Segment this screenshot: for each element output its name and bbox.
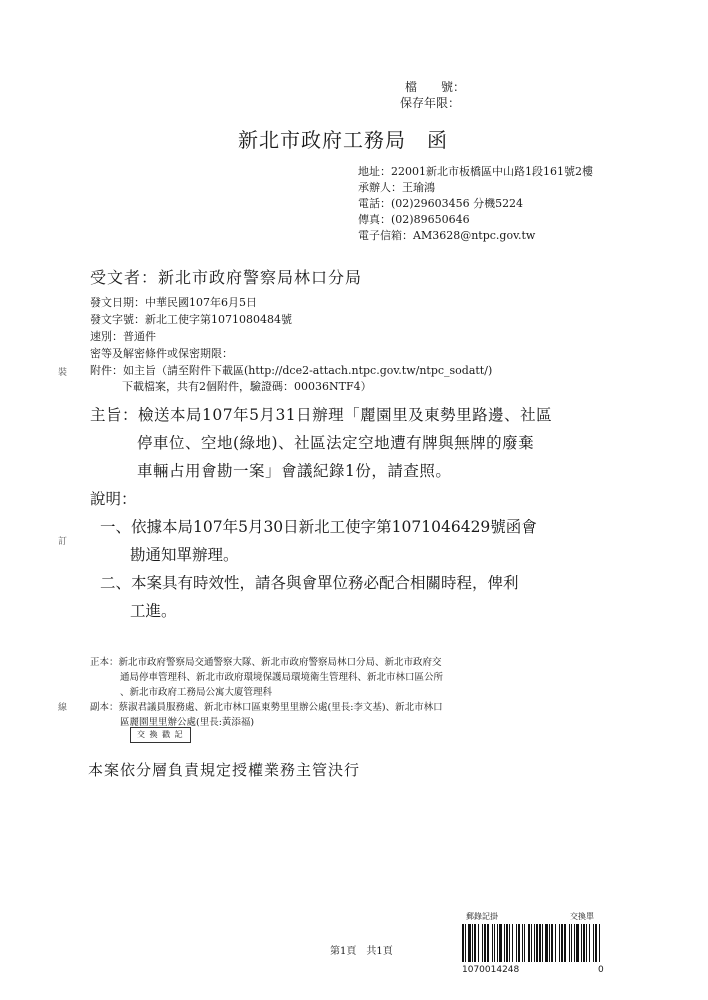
attachment-line-1: 附件：如主旨（請至附件下載區(http://dce2-attach.ntpc.gov.tw/ntpc_sodatt/): [90, 364, 493, 377]
copy-recipients-line-1: 副本：蔡淑君議員服務處、新北市林口區東勢里里辦公處(里長:李文基)、新北市林口: [90, 702, 443, 713]
explanation-item-1-line-2: 勘通知單辦理。: [130, 546, 239, 564]
attachment-line-2: 下載檔案，共有2個附件，驗證碼：00036NTF4）: [122, 380, 372, 393]
margin-mark-bind: 裝: [58, 368, 68, 378]
authority-note: 本案依分層負責規定授權業務主管決行: [88, 761, 361, 779]
copy-recipients-line-2: 區麗園里里辦公處(里長:黃添福): [120, 717, 255, 728]
barcode-label-right: 交換單: [570, 912, 594, 921]
sender-handler: 承辦人：王瑜鴻: [358, 181, 435, 194]
document-title: 新北市政府工務局 函: [238, 128, 448, 152]
barcode-number: 1070014248: [462, 965, 520, 975]
delivery-speed: 速別：普通件: [90, 330, 156, 343]
page-indicator: 第1頁 共1頁: [330, 946, 393, 957]
sender-fax: 傳真：(02)89650646: [358, 213, 470, 226]
subject-line-3: 車輛占用會勘一案」會議紀錄1份，請查照。: [137, 462, 452, 480]
subject-line-1: 主旨：檢送本局107年5月31日辦理「麗園里及東勢里路邊、社區: [90, 406, 553, 424]
explanation-item-2-line-2: 工進。: [130, 602, 177, 620]
exchange-stamp-box: 交 換 戳 記: [130, 727, 191, 743]
sender-phone: 電話：(02)29603456 分機5224: [358, 197, 524, 210]
retention-period-label: 保存年限：: [400, 96, 461, 110]
recipient: 受文者：新北市政府警察局林口分局: [90, 268, 363, 287]
barcode-bar: [599, 924, 600, 962]
original-recipients-line-3: 、新北市政府工務局公寓大廈管理科: [120, 687, 273, 698]
document-number: 發文字號：新北工使字第1071080484號: [90, 313, 292, 326]
original-recipients-line-1: 正本：新北市政府警察局交通警察大隊、新北市政府警察局林口分局、新北市政府交: [90, 657, 442, 668]
explanation-item-1-line-1: 一、依據本局107年5月30日新北工使字第1071046429號函會: [100, 518, 537, 536]
barcode-graphic: [462, 924, 602, 962]
margin-mark-staple: 訂: [58, 537, 68, 547]
issue-date: 發文日期：中華民國107年6月5日: [90, 296, 257, 309]
barcode-label-left: 郵錄記掛: [466, 912, 498, 921]
file-number-label: 檔 號：: [405, 80, 466, 94]
original-recipients-line-2: 通局停車管理科、新北市政府環境保護局環境衛生管理科、新北市林口區公所: [120, 672, 444, 683]
explanation-heading: 說明：: [90, 490, 137, 508]
secrecy-level: 密等及解密條件或保密期限：: [90, 347, 233, 360]
sender-address: 地址：22001新北市板橋區中山路1段161號2樓: [358, 165, 593, 178]
barcode-check-digit: 0: [598, 965, 604, 975]
sender-email: 電子信箱：AM3628@ntpc.gov.tw: [358, 229, 536, 242]
explanation-item-2-line-1: 二、本案具有時效性，請各與會單位務必配合相關時程，俾利: [100, 574, 519, 592]
margin-mark-line: 線: [58, 703, 68, 713]
subject-line-2: 停車位、空地(綠地)、社區法定空地遭有牌與無牌的廢棄: [137, 434, 535, 452]
